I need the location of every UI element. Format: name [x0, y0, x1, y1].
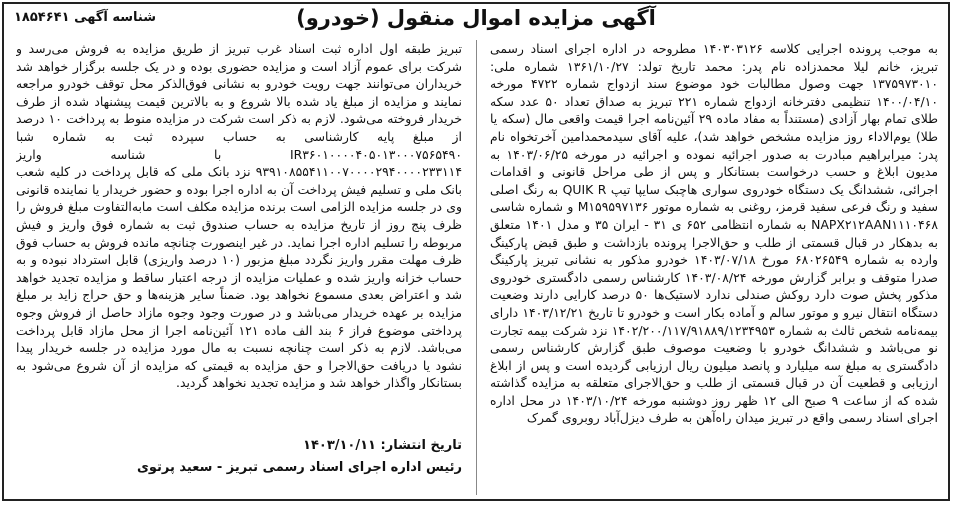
auction-notice [2, 2, 950, 501]
column-divider [476, 40, 477, 495]
left-column [16, 40, 462, 460]
signature-line: رئیس اداره اجرای اسناد رسمی تبریز - سعید پرتوی [136, 460, 462, 475]
notice-id: شناسه آگهی ۱۸۵۴۶۴۱ [14, 10, 156, 25]
right-column-text: به موجب پرونده اجرایی کلاسه ۱۴۰۳۰۳۱۲۶ مطروحه در اداره اجرای اسناد رسمی تبریز، خانم لیلا محمدزاده نام پدر: محمد تاریخ تولد: ۱۳۶۱/۱۰/۲۷ شماره ملی: ۱۳۷۵۹۷۳۰۱۰ جهت وصول مطالبات خود موضوع سند ازدواج شماره ۴۷۲۲ مورخه ۱۴۰۰/۰۴/۱۰ تنظیمی دفترخانه ازدواج شماره ۲۲۱ تبریز به صداق تعداد ۵۰ عدد سکه طلای تمام بهار آزادی (مستنداً به مفاد ماده ۲۹ آئین‌نامه اجرا قیمت واقعی مال (سکه یا طلا) یوم‌الاداء روز مزایده مشخص خواهد شد)، علیه آقای سیدمحمدامین آخرتخواه نام پدر: میرابراهیم مبادرت به صدور اجرائیه نموده و اجرائیه در مورخه ۱۴۰۳/۰۶/۲۵ به مدیون ابلاغ و حسب درخواست بستانکار و پس از طی مراحل قانونی و اقدامات اجرائی، ششدانگ یک دستگاه خودروی سواری هاچبک سایپا تیپ QUIK R به رنگ اصلی سفید و رنگ فرعی سفید قرمز، روغنی به شماره موتور M۱۵۹۵۹۷۱۳۶ و شماره شاسی NAPX۲۱۲AAN۱۱۱۰۴۶۸ به شماره انتظامی ۶۵۲ ی ۳۱ - ایران ۳۵ و مدل ۱۴۰۱ متعلق به بدهکار در قبال قسمتی از طلب و حق‌الاجرا پرونده بازداشت و طبق قبض پارکینگ وارده به شماره ۶۸۰۲۶۵۴۹ مورخ ۱۴۰۳/۰۷/۱۸ خودرو مذکور به نشانی تبریز پارکینگ صدرا متوقف و برابر گزارش مورخه ۱۴۰۳/۰۸/۲۴ کارشناس رسمی دادگستری خودروی مذکور پخش صوت دارد روکش صندلی ندارد لاستیک‌ها ۵۰ درصد کارایی دارند وضعیت دستگاه انتقال نیرو و موتور سالم و آماده بکار است و خودرو تا تاریخ ۱۴۰۳/۱۲/۲۱ دارای بیمه‌نامه شخص ثالث به شماره ۱۴۰۲/۲۰۰/۱۱۷/۹۱۸۸۹/۱۲۳۴۹۵۳ نزد شرکت بیمه تجارت نو می‌باشد و ششدانگ خودرو با وضعیت موصوف طبق گزارش کارشناس رسمی دادگستری به مبلغ سه میلیارد و پانصد میلیون ریال ارزیابی گردیده است و پس از ابلاغ ارزیابی و قطعیت آن در قبال قسمتی از طلب و حق‌الاجرای متعلقه به مزایده گذاشته شده که از ساعت ۹ صبح الی ۱۲ ظهر روز دوشنبه مورخه ۱۴۰۳/۱۰/۲۴ در محل اداره اجرای اسناد رسمی واقع در تبریز میدان راه‌آهن به طرف دیزل‌آباد روبروی گمرک [490, 41, 938, 426]
left-column-text: تبریز طبقه اول اداره ثبت اسناد غرب تبریز از طریق مزایده به فروش می‌رسد و شرکت برای عموم آزاد است و مزایده حضوری بوده و در یک جلسه برگزار خواهد شد خریداران می‌توانند جهت رویت خودرو به نشانی فوق‌الذکر محل توقف خودرو مراجعه نمایند و مزایده از مبلغ یاد شده بالا شروع و به بالاترین قیمت پیشنهاد شده از طرف خریدار فروخته می‌شود. لازم به ذکر است شرکت در مزایده منوط به پرداخت ۱۰ درصد از مبلغ پایه کارشناسی به حساب سپرده ثبت به شماره شبا IR۳۶۰۱۰۰۰۰۴۰۵۰۱۳۰۰۰۷۵۶۵۴۹۰ با شناسه واریز ۹۳۹۱۰۸۵۵۴۱۱۰۰۷۰۰۰۰۲۹۴۰۰۰۰۲۳۳۱۱۴ نزد بانک ملی که قابل پرداخت در کلیه شعب بانک ملی و تسلیم فیش پرداخت آن به اداره اجرا بوده و حضور خریدار یا نماینده قانونی وی در جلسه مزایده الزامی است برنده مزایده مکلف است مابه‌التفاوت مبلغ فروش را ظرف پنج روز از تاریخ مزایده به حساب صندوق ثبت به شماره فوق واریز و فیش مربوطه را تسلیم اداره اجرا نماید. در غیر اینصورت چنانچه مانده فروش به حساب فوق ظرف مهلت مقرر واریز نگردد مبلغ مزبور (۱۰ درصد واریزی) قابل استرداد نبوده و به حساب خزانه واریز شده و عملیات مزایده از درجه اعتبار ساقط و مزایده تجدید خواهد شد و اعتراض بعدی مسموع نخواهد بود. ضمناً سایر هزینه‌ها و حق حراج زاید بر مبلغ مزایده بر عهده خریدار می‌باشد و در صورت وجود وجوه مازاد حاصل از فروش وجوه پرداختی موضوع فراز ۶ بند الف ماده ۱۲۱ آئین‌نامه اجرا از محل مازاد قابل پرداخت می‌باشد. لازم به ذکر است چنانچه نسبت به مال مورد مزایده در جلسه خریدار پیدا نشود یا دریافت حق‌الاجرا و حق مزایده به قیمتی که مزایده از آن شروع می‌شود به بستانکار واگذار خواهد شد و مزایده تجدید نخواهد گردید. [16, 41, 462, 391]
notice-header [4, 4, 948, 38]
right-column [490, 40, 938, 495]
notice-title: آگهی مزایده اموال منقول (خودرو) [296, 6, 656, 30]
publication-date: تاریخ انتشار: ۱۴۰۳/۱۰/۱۱ [303, 438, 462, 453]
